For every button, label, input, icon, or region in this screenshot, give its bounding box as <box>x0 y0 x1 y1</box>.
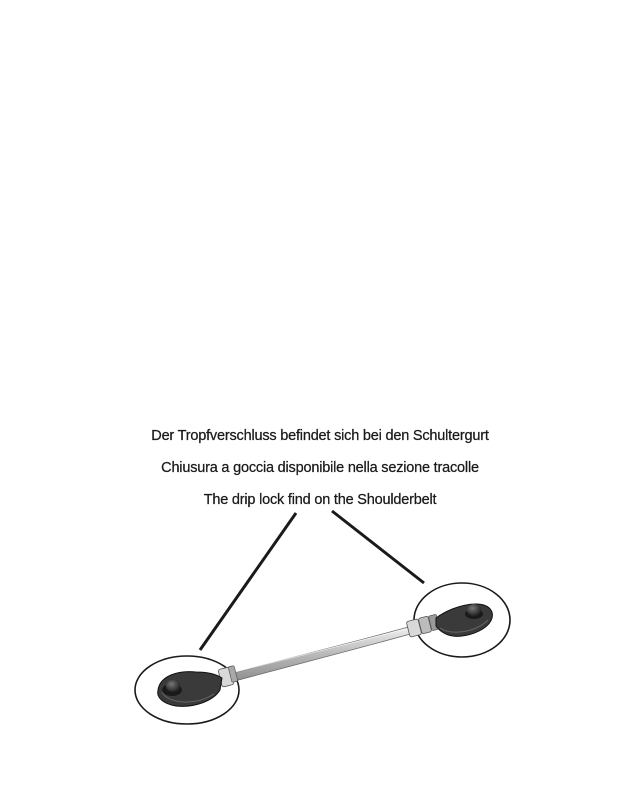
drip-lock-right <box>436 604 492 636</box>
caption-italian: Chiusura a goccia disponibile nella sezione tracolle <box>161 460 479 476</box>
pointer-line-right <box>332 511 424 583</box>
shoulderbelt-strap <box>222 626 414 684</box>
pointer-line-left <box>200 513 296 650</box>
caption-english: The drip lock find on the Shoulderbelt <box>203 492 437 508</box>
connector-right <box>406 614 440 637</box>
caption-german: Der Tropfverschluss befindet sich bei den Schultergurt <box>151 428 489 444</box>
drip-lock-left <box>158 672 222 707</box>
